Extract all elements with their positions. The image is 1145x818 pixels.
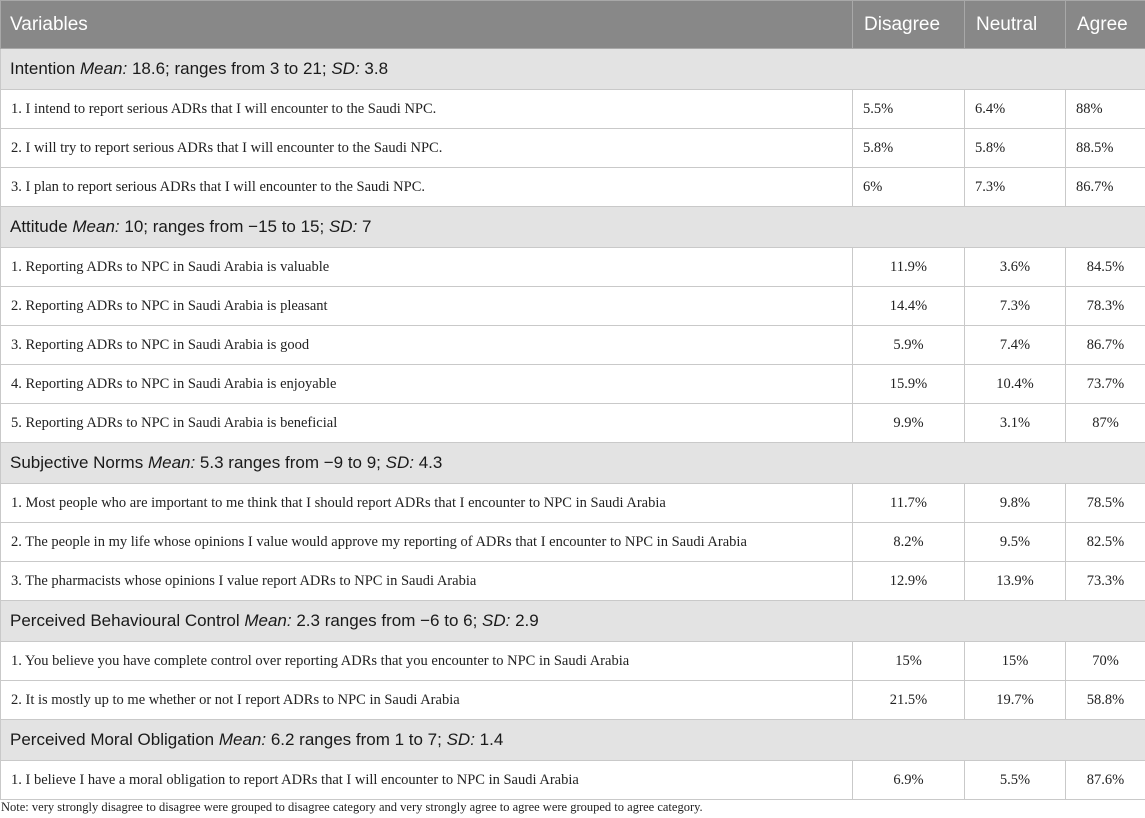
table-row bbox=[1, 484, 1145, 523]
section-header: Intention Mean: 18.6; ranges from 3 to 21; SD: 3.8 bbox=[1, 49, 1145, 90]
agree-value: 78.3% bbox=[1066, 287, 1145, 326]
neutral-value: 3.6% bbox=[965, 248, 1066, 287]
table-row bbox=[1, 326, 1145, 365]
section-header: Attitude Mean: 10; ranges from −15 to 15; SD: 7 bbox=[1, 207, 1145, 248]
item-text: 1. I believe I have a moral obligation to report ADRs that I will encounter to NPC in Saudi Arabia bbox=[1, 761, 853, 800]
table-row bbox=[1, 129, 1145, 168]
agree-value: 88.5% bbox=[1066, 129, 1145, 168]
disagree-value: 6% bbox=[853, 168, 965, 207]
item-text: 2. I will try to report serious ADRs that I will encounter to the Saudi NPC. bbox=[1, 129, 853, 168]
item-text: 5. Reporting ADRs to NPC in Saudi Arabia is beneficial bbox=[1, 404, 853, 443]
header-agree: Agree bbox=[1066, 1, 1145, 49]
item-text: 3. Reporting ADRs to NPC in Saudi Arabia is good bbox=[1, 326, 853, 365]
disagree-value: 11.9% bbox=[853, 248, 965, 287]
disagree-value: 5.9% bbox=[853, 326, 965, 365]
item-text: 1. You believe you have complete control over reporting ADRs that you encounter to NPC in Saudi Arabia bbox=[1, 642, 853, 681]
section-row-perceived-behavioural-control bbox=[1, 601, 1145, 642]
header-variables: Variables bbox=[1, 1, 853, 49]
disagree-value: 11.7% bbox=[853, 484, 965, 523]
section-header: Subjective Norms Mean: 5.3 ranges from −9 to 9; SD: 4.3 bbox=[1, 443, 1145, 484]
neutral-value: 13.9% bbox=[965, 562, 1066, 601]
header-row bbox=[1, 1, 1145, 49]
table-row bbox=[1, 642, 1145, 681]
item-text: 4. Reporting ADRs to NPC in Saudi Arabia is enjoyable bbox=[1, 365, 853, 404]
section-header: Perceived Moral Obligation Mean: 6.2 ranges from 1 to 7; SD: 1.4 bbox=[1, 720, 1145, 761]
neutral-value: 9.5% bbox=[965, 523, 1066, 562]
neutral-value: 7.3% bbox=[965, 168, 1066, 207]
agree-value: 73.7% bbox=[1066, 365, 1145, 404]
disagree-value: 21.5% bbox=[853, 681, 965, 720]
neutral-value: 7.4% bbox=[965, 326, 1066, 365]
table-row bbox=[1, 404, 1145, 443]
neutral-value: 5.8% bbox=[965, 129, 1066, 168]
item-text: 3. The pharmacists whose opinions I value report ADRs to NPC in Saudi Arabia bbox=[1, 562, 853, 601]
table-row bbox=[1, 761, 1145, 800]
agree-value: 87% bbox=[1066, 404, 1145, 443]
item-text: 1. I intend to report serious ADRs that I will encounter to the Saudi NPC. bbox=[1, 90, 853, 129]
neutral-value: 3.1% bbox=[965, 404, 1066, 443]
item-text: 2. The people in my life whose opinions I value would approve my reporting of ADRs that I encounter to NPC in Saudi Arabia bbox=[1, 523, 853, 562]
neutral-value: 9.8% bbox=[965, 484, 1066, 523]
header-disagree: Disagree bbox=[853, 1, 965, 49]
agree-value: 87.6% bbox=[1066, 761, 1145, 800]
agree-value: 82.5% bbox=[1066, 523, 1145, 562]
disagree-value: 5.5% bbox=[853, 90, 965, 129]
table-row bbox=[1, 365, 1145, 404]
item-text: 1. Most people who are important to me think that I should report ADRs that I encounter to NPC in Saudi Arabia bbox=[1, 484, 853, 523]
agree-value: 86.7% bbox=[1066, 168, 1145, 207]
table-row bbox=[1, 681, 1145, 720]
neutral-value: 15% bbox=[965, 642, 1066, 681]
disagree-value: 8.2% bbox=[853, 523, 965, 562]
agree-value: 73.3% bbox=[1066, 562, 1145, 601]
section-header: Perceived Behavioural Control Mean: 2.3 ranges from −6 to 6; SD: 2.9 bbox=[1, 601, 1145, 642]
agree-value: 84.5% bbox=[1066, 248, 1145, 287]
disagree-value: 6.9% bbox=[853, 761, 965, 800]
item-text: 3. I plan to report serious ADRs that I will encounter to the Saudi NPC. bbox=[1, 168, 853, 207]
item-text: 2. Reporting ADRs to NPC in Saudi Arabia is pleasant bbox=[1, 287, 853, 326]
disagree-value: 9.9% bbox=[853, 404, 965, 443]
neutral-value: 10.4% bbox=[965, 365, 1066, 404]
header-neutral: Neutral bbox=[965, 1, 1066, 49]
disagree-value: 5.8% bbox=[853, 129, 965, 168]
section-row-intention bbox=[1, 49, 1145, 90]
section-row-subjective-norms bbox=[1, 443, 1145, 484]
disagree-value: 14.4% bbox=[853, 287, 965, 326]
neutral-value: 5.5% bbox=[965, 761, 1066, 800]
item-text: 1. Reporting ADRs to NPC in Saudi Arabia is valuable bbox=[1, 248, 853, 287]
agree-value: 78.5% bbox=[1066, 484, 1145, 523]
table-footnote: Note: very strongly disagree to disagree were grouped to disagree category and very strongly agree to agree were grouped to agree category. bbox=[1, 800, 703, 814]
table-row bbox=[1, 287, 1145, 326]
table-row bbox=[1, 168, 1145, 207]
agree-value: 58.8% bbox=[1066, 681, 1145, 720]
disagree-value: 15% bbox=[853, 642, 965, 681]
item-text: 2. It is mostly up to me whether or not I report ADRs to NPC in Saudi Arabia bbox=[1, 681, 853, 720]
table-row bbox=[1, 248, 1145, 287]
disagree-value: 12.9% bbox=[853, 562, 965, 601]
section-row-perceived-moral-obligation bbox=[1, 720, 1145, 761]
agree-value: 86.7% bbox=[1066, 326, 1145, 365]
table-row bbox=[1, 90, 1145, 129]
section-row-attitude bbox=[1, 207, 1145, 248]
table-row bbox=[1, 523, 1145, 562]
neutral-value: 19.7% bbox=[965, 681, 1066, 720]
neutral-value: 6.4% bbox=[965, 90, 1066, 129]
neutral-value: 7.3% bbox=[965, 287, 1066, 326]
agree-value: 88% bbox=[1066, 90, 1145, 129]
disagree-value: 15.9% bbox=[853, 365, 965, 404]
agree-value: 70% bbox=[1066, 642, 1145, 681]
table-row bbox=[1, 562, 1145, 601]
